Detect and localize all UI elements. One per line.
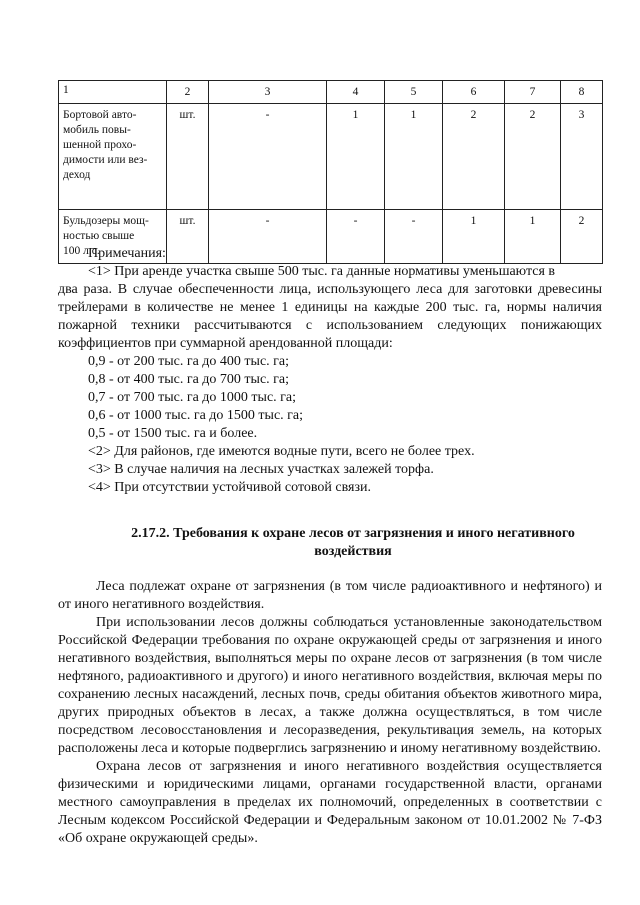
name-line: Бульдозеры мощ- — [63, 215, 149, 227]
paragraph: Охрана лесов от загрязнения и иного негативного воздействия осуществляется физическими и юридическими лицами, органами государственной власти, органами местного самоуправления в пределах их полномочий, определенных в соответствии с Лесным кодексом Российской Федерации и Федеральным законом от 10.01.2002 № 7-ФЗ «Об охране окружающей среды». — [58, 759, 602, 846]
header-cell: 8 — [561, 81, 603, 104]
name-line: шенной прохо- — [63, 139, 137, 151]
header-cell: 3 — [209, 81, 327, 104]
unit-cell: шт. — [167, 104, 209, 210]
name-line: Бортовой авто- — [63, 109, 137, 121]
value-cell: - — [327, 210, 385, 264]
section-title-line: 2.17.2. Требования к охране лесов от загрязнения и иного негативного — [131, 526, 575, 541]
name-line: мобиль повы- — [63, 124, 131, 136]
unit-cell: шт. — [167, 210, 209, 264]
section-title-line: воздействия — [314, 544, 392, 559]
coefficient-item: 0,9 - от 200 тыс. га до 400 тыс. га; — [88, 354, 289, 369]
name-line: ностью свыше — [63, 230, 135, 242]
value-cell: 2 — [505, 104, 561, 210]
value-cell: - — [385, 210, 443, 264]
name-line: деход — [63, 169, 91, 181]
note-1-first-line: <1> При аренде участка свыше 500 тыс. га данные нормативы уменьшаются в — [88, 264, 556, 279]
section-body — [58, 578, 602, 848]
paragraph: Леса подлежат охране от загрязнения (в том числе радиоактивного и нефтяного) и от иного негативного воздействия. — [58, 579, 602, 612]
equipment-table — [58, 80, 603, 264]
header-cell: 2 — [167, 81, 209, 104]
section-title — [58, 525, 640, 561]
coefficient-item: 0,8 - от 400 тыс. га до 700 тыс. га; — [88, 372, 289, 387]
paragraph: При использовании лесов должны соблюдаться установленные законодательством Российской Федерации требования по охране окружающей среды от загрязнения и иного негативного воздействия, выполняться меры по охране лесов от загрязнения (в том числе нефтяного, радиоактивного и другого) и иного негативного воздействия, включая меры по сохранению лесных насаждений, лесных почв, среды обитания объектов животного мира, других природных объектов в лесах, а также должна осуществляться, в том числе посредством лесовосстановления и лесоразведения, рекультивация земель, на которых расположены леса и которые подверглись загрязнению и иному негативному воздействию. — [58, 615, 602, 756]
header-cell: 7 — [505, 81, 561, 104]
value-cell: 1 — [385, 104, 443, 210]
equipment-name-cell — [59, 104, 167, 210]
value-cell: - — [209, 104, 327, 210]
value-cell: 1 — [443, 210, 505, 264]
note-2: <2> Для районов, где имеются водные пути, всего не более трех. — [88, 444, 475, 459]
coefficient-item: 0,5 - от 1500 тыс. га и более. — [88, 426, 258, 441]
value-cell: 3 — [561, 104, 603, 210]
value-cell: 1 — [505, 210, 561, 264]
note-3: <3> В случае наличия на лесных участках залежей торфа. — [88, 462, 434, 477]
notes-heading: Примечания: — [88, 246, 166, 261]
coefficient-item: 0,7 - от 700 тыс. га до 1000 тыс. га; — [88, 390, 296, 405]
header-cell: 4 — [327, 81, 385, 104]
value-cell: 2 — [561, 210, 603, 264]
coefficient-item: 0,6 - от 1000 тыс. га до 1500 тыс. га; — [88, 408, 303, 423]
header-cell: 6 — [443, 81, 505, 104]
note-1-text: два раза. В случае обеспеченности лица, использующего леса для заготовки древесины трейлерами в количестве не менее 1 единицы на каждые 200 тыс. га, нормы наличия пожарной техники рассчитываются с использованием следующих понижающих коэффициентов при суммарной арендованной площади: — [58, 282, 602, 351]
value-cell: - — [209, 210, 327, 264]
name-line: 100 л.с. — [63, 245, 100, 257]
table-header-row — [59, 81, 603, 104]
note-4: <4> При отсутствии устойчивой сотовой связи. — [88, 480, 371, 495]
value-cell: 2 — [443, 104, 505, 210]
header-cell: 1 — [59, 81, 167, 104]
name-line: димости или вез- — [63, 154, 148, 166]
header-cell: 5 — [385, 81, 443, 104]
table-row — [59, 104, 603, 210]
value-cell: 1 — [327, 104, 385, 210]
